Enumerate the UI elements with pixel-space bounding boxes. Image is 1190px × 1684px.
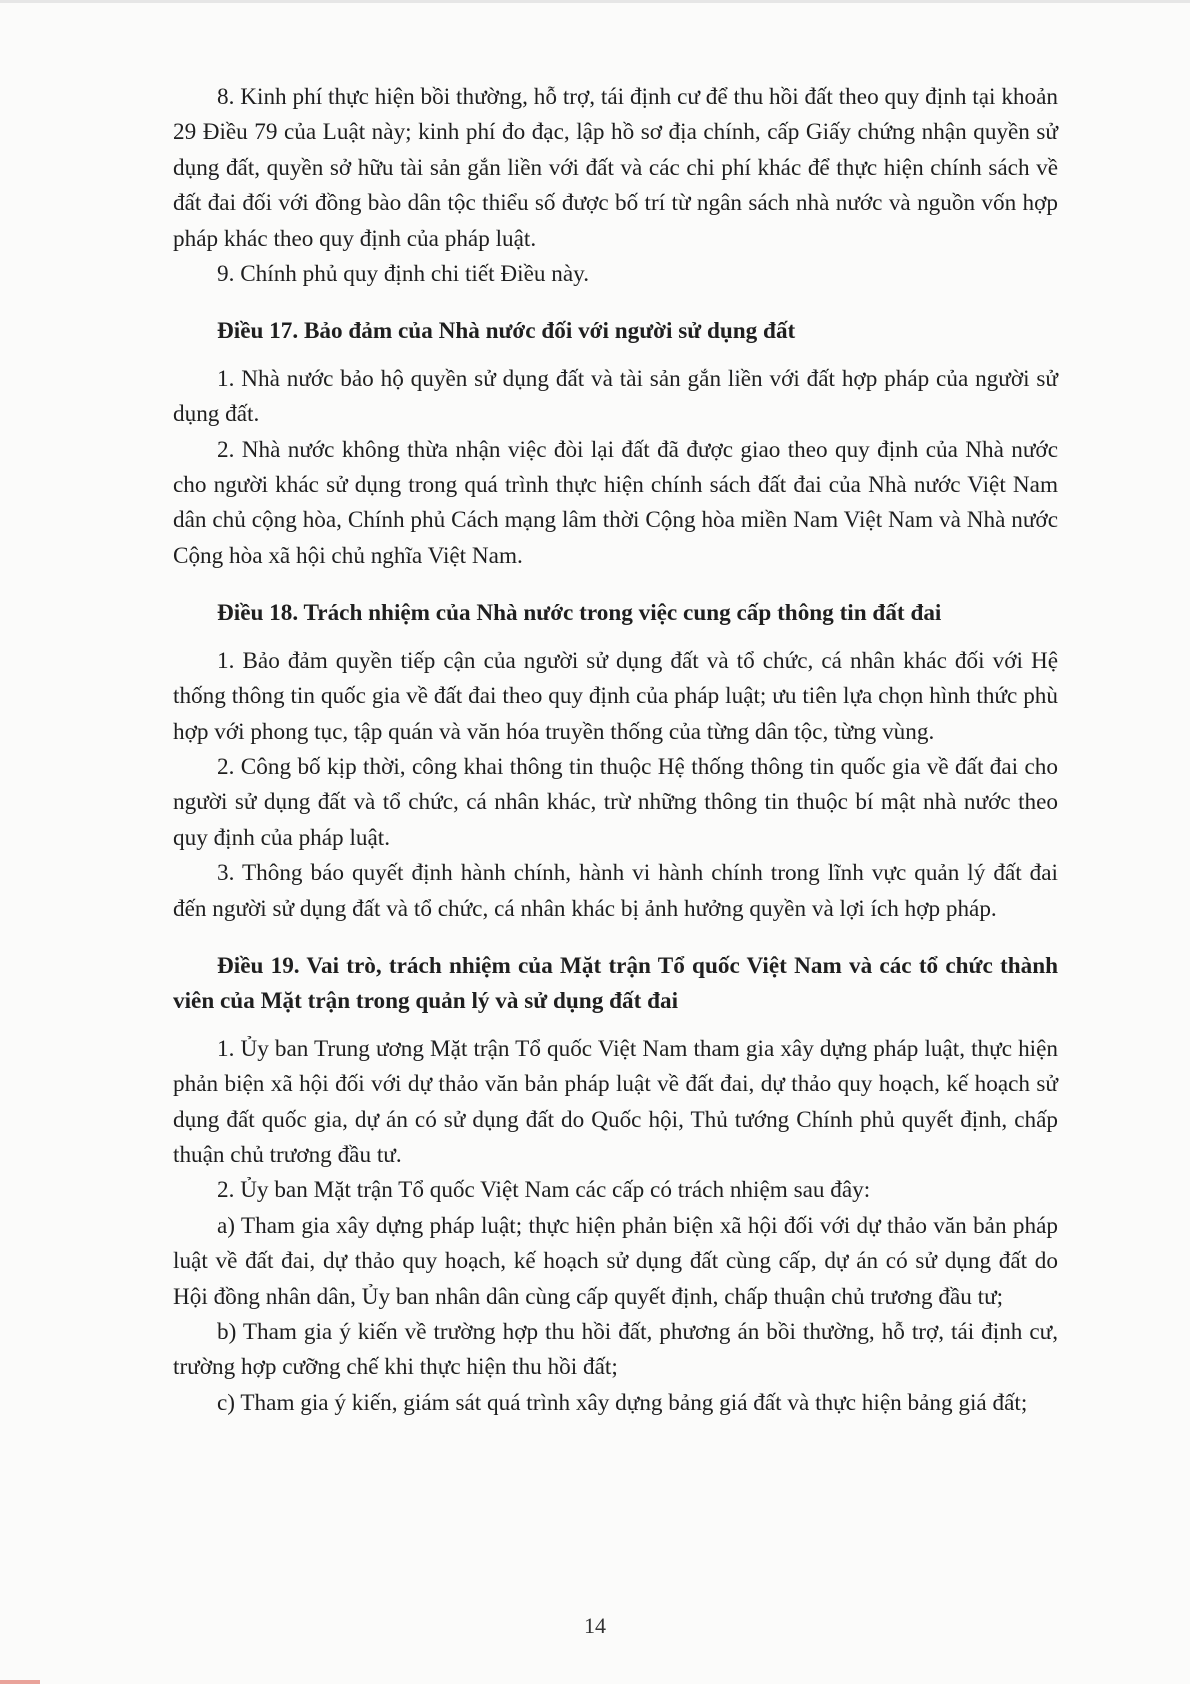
scan-corner-mark [0,1680,40,1684]
article-18-clause-2: 2. Công bố kịp thời, công khai thông tin thuộc Hệ thống thông tin quốc gia về đất đai cho người sử dụng đất và tổ chức, cá nhân khác, trừ những thông tin thuộc bí mật nhà nước theo quy định của pháp luật. [173,753,1058,851]
article-17-heading: Điều 17. Bảo đảm của Nhà nước đối với người sử dụng đất [217,318,796,345]
article-18-clause-1: 1. Bảo đảm quyền tiếp cận của người sử dụng đất và tổ chức, cá nhân khác đối với Hệ thống thông tin quốc gia về đất đai theo quy định của pháp luật; ưu tiên lựa chọn hình thức phù hợp với phong tục, tập quán và văn hóa truyền thống của từng dân tộc, từng vùng. [173,647,1058,745]
article-19-clause-2: 2. Ủy ban Mặt trận Tổ quốc Việt Nam các cấp có trách nhiệm sau đây: [217,1177,871,1204]
article-19-clause-1: 1. Ủy ban Trung ương Mặt trận Tổ quốc Việt Nam tham gia xây dựng pháp luật, thực hiện phản biện xã hội đối với dự thảo văn bản pháp luật về đất đai, dự thảo quy hoạch, kế hoạch sử dụng đất quốc gia, dự án có sử dụng đất do Quốc hội, Thủ tướng Chính phủ quyết định, chấp thuận chủ trương đầu tư. [173,1035,1058,1168]
article-19-point-c: c) Tham gia ý kiến, giám sát quá trình xây dựng bảng giá đất và thực hiện bảng giá đất; [217,1389,1028,1416]
document-body [173,80,1058,1421]
article-19-point-a: a) Tham gia xây dựng pháp luật; thực hiện phản biện xã hội đối với dự thảo văn bản pháp luật về đất đai, dự thảo quy hoạch, kế hoạch sử dụng đất cùng cấp, dự án có sử dụng đất do Hội đồng nhân dân, Ủy ban nhân dân cùng cấp quyết định, chấp thuận chủ trương đầu tư; [173,1212,1058,1310]
article-18-heading: Điều 18. Trách nhiệm của Nhà nước trong việc cung cấp thông tin đất đai [217,600,942,627]
article-18-clause-3: 3. Thông báo quyết định hành chính, hành vi hành chính trong lĩnh vực quản lý đất đai đến người sử dụng đất và tổ chức, cá nhân khác bị ảnh hưởng quyền và lợi ích hợp pháp. [173,860,1058,922]
page-number: 14 [584,1613,606,1638]
article-19-heading: Điều 19. Vai trò, trách nhiệm của Mặt trận Tổ quốc Việt Nam và các tổ chức thành viên của Mặt trận trong quản lý và sử dụng đất đai [173,952,1058,1015]
paragraph-8-funding: 8. Kinh phí thực hiện bồi thường, hỗ trợ, tái định cư để thu hồi đất theo quy định tại khoản 29 Điều 79 của Luật này; kinh phí đo đạc, lập hồ sơ địa chính, cấp Giấy chứng nhận quyền sử dụng đất, quyền sở hữu tài sản gắn liền với đất và các chi phí khác để thực hiện chính sách về đất đai đối với đồng bào dân tộc thiểu số được bố trí từ ngân sách nhà nước và nguồn vốn hợp pháp khác theo quy định của pháp luật. [173,84,1058,252]
article-17-clause-1: 1. Nhà nước bảo hộ quyền sử dụng đất và tài sản gắn liền với đất hợp pháp của người sử dụng đất. [173,365,1058,428]
article-19-point-b: b) Tham gia ý kiến về trường hợp thu hồi đất, phương án bồi thường, hỗ trợ, tái định cư, trường hợp cưỡng chế khi thực hiện thu hồi đất; [173,1319,1058,1381]
page-top-edge [0,0,1190,3]
paragraph-9-government: 9. Chính phủ quy định chi tiết Điều này. [217,261,590,288]
article-17-clause-2: 2. Nhà nước không thừa nhận việc đòi lại đất đã được giao theo quy định của Nhà nước cho người khác sử dụng trong quá trình thực hiện chính sách đất đai của Nhà nước Việt Nam dân chủ cộng hòa, Chính phủ Cách mạng lâm thời Cộng hòa miền Nam Việt Nam và Nhà nước Cộng hòa xã hội chủ nghĩa Việt Nam. [173,436,1058,569]
